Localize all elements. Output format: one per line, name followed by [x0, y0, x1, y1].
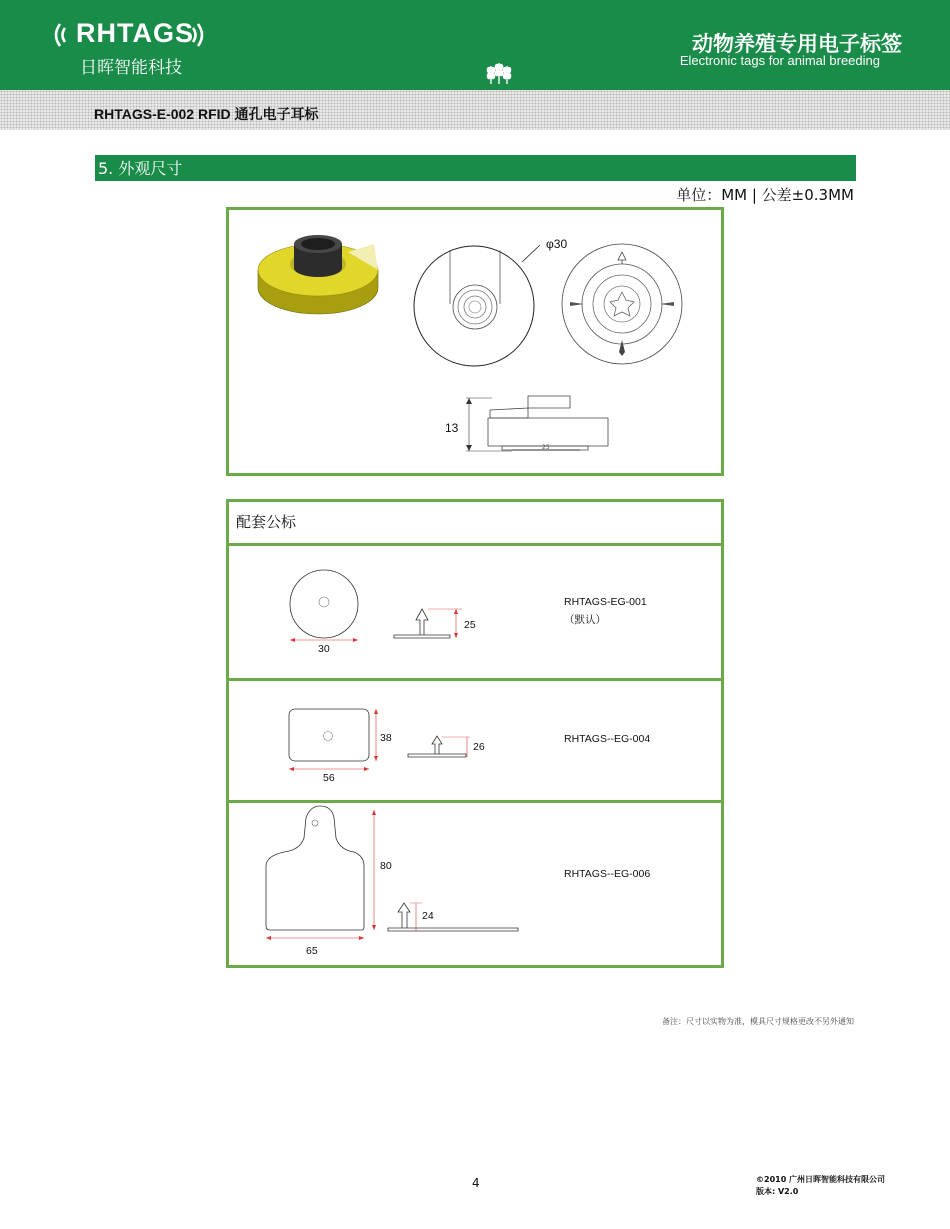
tag-code: RHTAGS--EG-004: [564, 733, 651, 745]
page-number: 4: [472, 1176, 480, 1190]
document-title: RHTAGS-E-002 RFID 通孔电子耳标: [94, 106, 319, 122]
table-divider: [229, 543, 721, 546]
version-text: 版本: V2.0: [756, 1187, 799, 1196]
section-title: 5. 外观尺寸: [98, 159, 183, 178]
unit-note: 单位：MM | 公差±0.3MM: [676, 186, 854, 204]
copyright-block: [756, 1174, 885, 1198]
base-label: 25: [542, 444, 550, 451]
tag-code: RHTAGS--EG-006: [564, 868, 651, 880]
cattle-tag-drawing: [258, 804, 528, 954]
table-divider: [229, 800, 721, 803]
cattle-tag-pin-height: 24: [422, 910, 434, 922]
cattle-tag-height: 80: [380, 860, 392, 872]
matching-title: 配套公标: [236, 513, 297, 531]
wheat-icon: [484, 58, 514, 86]
rectangle-tag-height: 38: [380, 732, 392, 744]
copyright-text: ©2010 广州日晖智能科技有限公司: [756, 1175, 886, 1184]
header-title: 动物养殖专用电子标签: [692, 32, 902, 56]
logo-subtitle: 日晖智能科技: [80, 58, 182, 78]
logo-text: RHTAGS: [76, 18, 194, 48]
footnote: 备注：尺寸以实物为准，模具尺寸规格更改不另外通知: [662, 1017, 854, 1026]
diameter-label: φ30: [546, 237, 568, 251]
cattle-tag-width: 65: [306, 945, 318, 957]
tag-remark: （默认）: [564, 614, 606, 626]
round-tag-drawing: [280, 562, 480, 652]
round-tag-pin-height: 25: [464, 619, 476, 631]
tag-bottom-view: [560, 242, 685, 367]
rectangle-tag-pin-height: 26: [473, 741, 485, 753]
tag-side-view: [462, 390, 612, 455]
height-label: 13: [445, 421, 459, 435]
round-tag-width: 30: [318, 643, 330, 655]
tag-code: RHTAGS-EG-001: [564, 596, 647, 608]
tag-top-view: [410, 240, 540, 370]
rectangle-tag-width: 56: [323, 772, 335, 784]
header-subtitle: Electronic tags for animal breeding: [679, 53, 880, 68]
table-divider: [229, 678, 721, 681]
section-heading: [95, 155, 856, 181]
tag-3d-render: [256, 226, 386, 321]
